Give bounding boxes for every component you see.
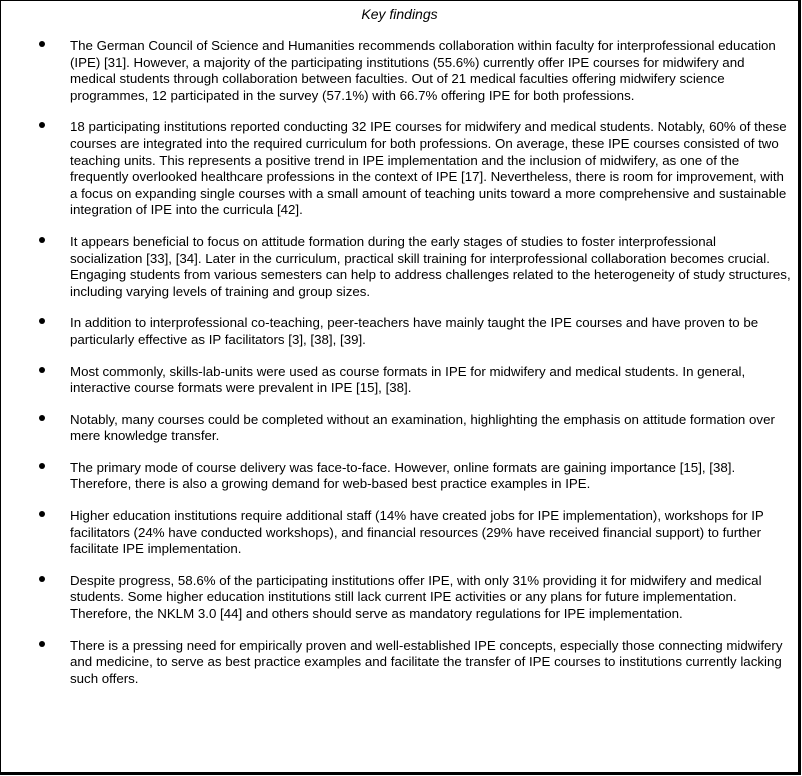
finding-text: There is a pressing need for empirically proven and well-established IPE concepts, especially those connecting midwifery and medicine, to serve as best practice examples and facilitate the transfer of IPE courses to institutions currently lacking such offers. bbox=[70, 637, 783, 686]
finding-item bbox=[1, 638, 798, 688]
finding-item bbox=[1, 573, 798, 623]
finding-item bbox=[1, 460, 798, 493]
finding-text: The primary mode of course delivery was face-to-face. However, online formats are gaining importance [15], [38]. Therefore, there is also a growing demand for web-based best practice examples in IPE. bbox=[70, 459, 736, 492]
finding-item bbox=[1, 38, 798, 104]
finding-text: 18 participating institutions reported conducting 32 IPE courses for midwifery and medical students. Notably, 60% of these courses are integrated into the required curriculum for both professions. On average, these IPE courses consisted of two teaching units. This represents a positive trend in IPE implementation and the inclusion of midwifery, as one of the frequently overlooked healthcare professions in the context of IPE [17]. Nevertheless, there is room for improvement, with a focus on expanding single courses with a small amount of teaching units toward a more comprehensive and sustainable integration of IPE into the curricula [42]. bbox=[70, 119, 787, 218]
finding-item bbox=[1, 234, 798, 300]
bullet-icon bbox=[39, 237, 45, 243]
finding-text: In addition to interprofessional co-teaching, peer-teachers have mainly taught the IPE courses and have proven to be particularly effective as IP facilitators [3], [38], [39]. bbox=[70, 315, 759, 347]
finding-text: Despite progress, 58.6% of the participating institutions offer IPE, with only 31% providing it for midwifery and medical students. Some higher education institutions still lack current IPE activities or any plans for future implementation. Therefore, the NKLM 3.0 [44] and others should serve as mandatory regulations for IPE implementation. bbox=[70, 572, 762, 622]
bullet-icon bbox=[39, 463, 45, 469]
finding-text: Higher education institutions require additional staff (14% have created jobs for IPE implementation), workshops for IP facilitators (24% have conducted workshops), and financial resources (29% have received financial support) to further facilitate IPE implementation. bbox=[70, 508, 764, 557]
finding-item bbox=[1, 508, 798, 558]
finding-text: Notably, many courses could be completed without an examination, highlighting the emphasis on attitude formation over mere knowledge transfer. bbox=[70, 411, 775, 444]
bullet-icon bbox=[39, 576, 45, 582]
findings-list bbox=[1, 38, 798, 702]
finding-item bbox=[1, 364, 798, 397]
box-title: Key findings bbox=[361, 6, 438, 22]
bullet-icon bbox=[39, 122, 45, 128]
bullet-icon bbox=[39, 415, 45, 421]
finding-item bbox=[1, 119, 798, 219]
bullet-icon bbox=[39, 511, 45, 517]
bullet-icon bbox=[39, 41, 45, 47]
finding-item bbox=[1, 315, 798, 348]
finding-item bbox=[1, 412, 798, 445]
bullet-icon bbox=[39, 367, 45, 373]
finding-text: Most commonly, skills-lab-units were used as course formats in IPE for midwifery and medical students. In general, interactive course formats were prevalent in IPE [15], [38]. bbox=[70, 363, 746, 396]
finding-text: It appears beneficial to focus on attitude formation during the early stages of studies to foster interprofessional socialization [33], [34]. Later in the curriculum, practical skill training for interprofessional collaboration becomes crucial. Engaging students from various semesters can help to address challenges related to the heterogeneity of study structures, including varying levels of training and group sizes. bbox=[70, 233, 791, 299]
bullet-icon bbox=[39, 641, 45, 647]
finding-text: The German Council of Science and Humanities recommends collaboration within faculty for interprofessional education (IPE) [31]. However, a majority of the participating institutions (55.6%) currently offer IPE courses for midwifery and medical students through collaboration between faculties. Out of 21 medical faculties offering midwifery science programmes, 12 participated in the survey (57.1%) with 66.7% offering IPE for both professions. bbox=[70, 38, 776, 103]
bullet-icon bbox=[39, 318, 45, 324]
